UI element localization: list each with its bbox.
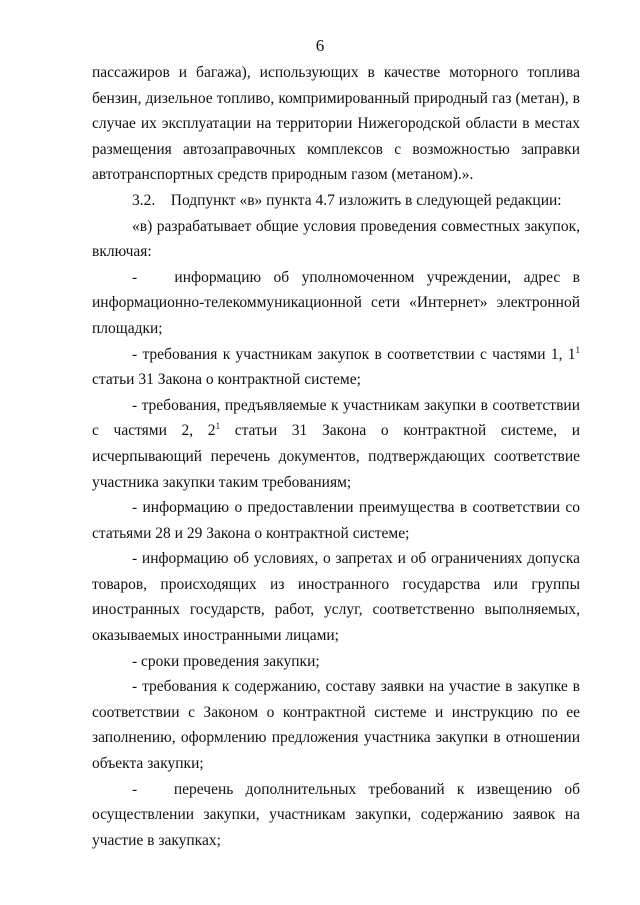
page-number: 6 — [315, 36, 325, 55]
list-item-authorized-institution: - информацию об уполномоченном учреждении, адрес в информационно-телекоммуникационной сети «Интернет» электронной площадки; — [92, 268, 580, 337]
list-item-imposed-requirements — [92, 393, 580, 495]
list-item-participant-requirements — [92, 342, 580, 393]
document-body — [92, 60, 580, 853]
list-item-additional-requirements: - перечень дополнительных требований к извещению об осуществлении закупки, участникам закупки, содержанию заявок на участие в закупках; — [92, 780, 580, 849]
list-item-text: статьи 31 Закона о контрактной системе, и исчерпывающий перечень документов, подтверждающих соответствие участника закупки таким требованиям; — [92, 422, 580, 491]
paragraph-continuation: пассажиров и багажа), использующих в качестве моторного топлива бензин, дизельное топливо, компримированный природный газ (метан), в случае их эксплуатации на территории Нижегородской области в местах размещения автозаправочных комплексов с возможностью заправки автотранспортных средств природным газом (метаном).». — [92, 64, 580, 184]
list-item-deadlines: - сроки проведения закупки; — [132, 652, 320, 670]
list-item-restrictions: - информацию об условиях, о запретах и об ограничениях допуска товаров, происходящих из иностранного государства или группы иностранных государств, работ, услуг, соответственно выполняемых, оказываемых иностранными лицами; — [92, 550, 580, 645]
list-item-text: статьи 31 Закона о контрактной системе; — [92, 371, 361, 389]
list-item-advantages: - информацию о предоставлении преимущества в соответствии со статьями 28 и 29 Закона о контрактной системе; — [92, 499, 580, 542]
list-item-text: - требования к участникам закупок в соответствии с частями 1, 1 — [132, 345, 576, 363]
superscript: 1 — [215, 421, 221, 432]
list-item-application-content: - требования к содержанию, составу заявки на участие в закупке в соответствии с Законом о контрактной системе и инструкцию по ее заполнению, оформлению предложения участника закупки в отношении объекта закупки; — [92, 678, 580, 773]
superscript: 1 — [575, 344, 580, 355]
list-item-text: - требования, предъявляемые к участникам закупки в соответствии с частями 2, 2 — [92, 396, 580, 440]
paragraph-subpoint-v: «в) разрабатывает общие условия проведения совместных закупок, включая: — [92, 217, 580, 261]
paragraph-section-3-2: 3.2. Подпункт «в» пункта 4.7 изложить в следующей редакции: — [132, 191, 562, 209]
